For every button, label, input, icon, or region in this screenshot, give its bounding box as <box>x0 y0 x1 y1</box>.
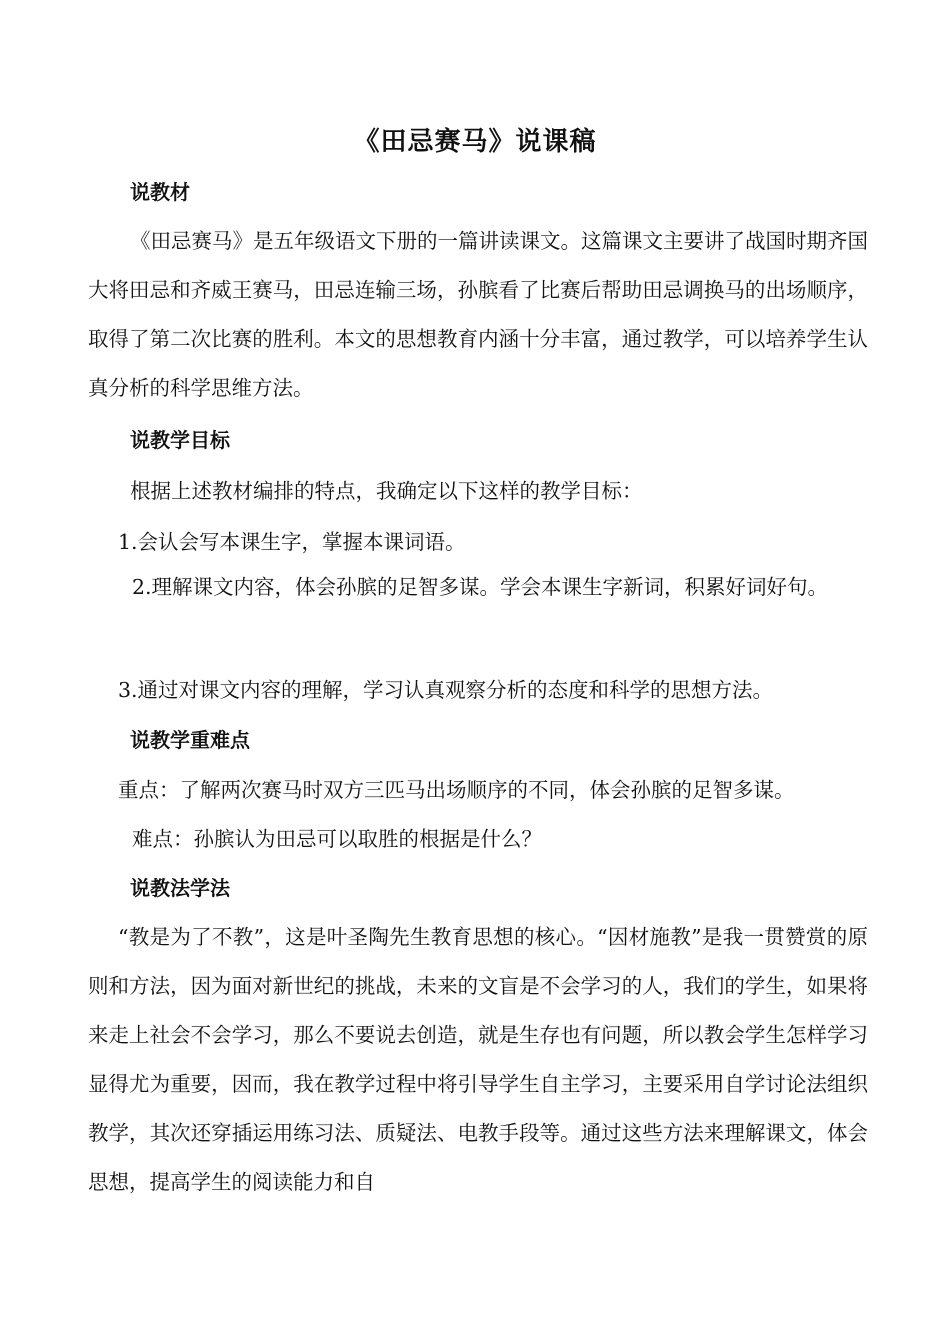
goal-item-1: 1.会认会写本课生字，掌握本课词语。 <box>118 530 466 554</box>
section-heading-key-points: 说教学重难点 <box>130 728 250 752</box>
goal-item-3: 3.通过对课文内容的理解，学习认真观察分析的态度和科学的思想方法。 <box>118 678 774 702</box>
section-heading-goals: 说教学目标 <box>130 428 230 452</box>
key-point: 重点：了解两次赛马时双方三匹马出场顺序的不同，体会孙膑的足智多谋。 <box>118 778 795 802</box>
document-title: 《田忌赛马》说课稿 <box>353 127 597 157</box>
paragraph-material: 《田忌赛马》是五年级语文下册的一篇讲读课文。这篇课文主要讲了战国时期齐国大将田忌和齐威王赛马，田忌连输三场，孙膑看了比赛后帮助田忌调换马的出场顺序，取得了第二次比赛的胜利。本文的思想教育内涵十分丰富，通过教学，可以培养学生认真分析的科学思维方法。 <box>88 229 868 400</box>
section-heading-methods: 说教法学法 <box>130 876 230 900</box>
section-heading-material: 说教材 <box>130 180 190 204</box>
paragraph-methods: “教是为了不教”，这是叶圣陶先生教育思想的核心。“因材施教”是我一贯赞赏的原则和方法，因为面对新世纪的挑战，未来的文盲是不会学习的人，我们的学生，如果将来走上社会不会学习，那么不要说去创造，就是生存也有问题，所以教会学生怎样学习显得尤为重要，因而，我在教学过程中将引导学生自主学习，主要采用自学讨论法组织教学，其次还穿插运用练习法、质疑法、电教手段等。通过这些方法来理解课文，体会思想，提高学生的阅读能力和自 <box>88 925 868 1194</box>
goal-item-2: 2.理解课文内容，体会孙膑的足智多谋。学会本课生字新词，积累好词好句。 <box>132 575 829 599</box>
goals-intro: 根据上述教材编排的特点，我确定以下这样的教学目标： <box>130 479 643 503</box>
difficult-point: 难点：孙膑认为田忌可以取胜的根据是什么？ <box>132 827 542 851</box>
